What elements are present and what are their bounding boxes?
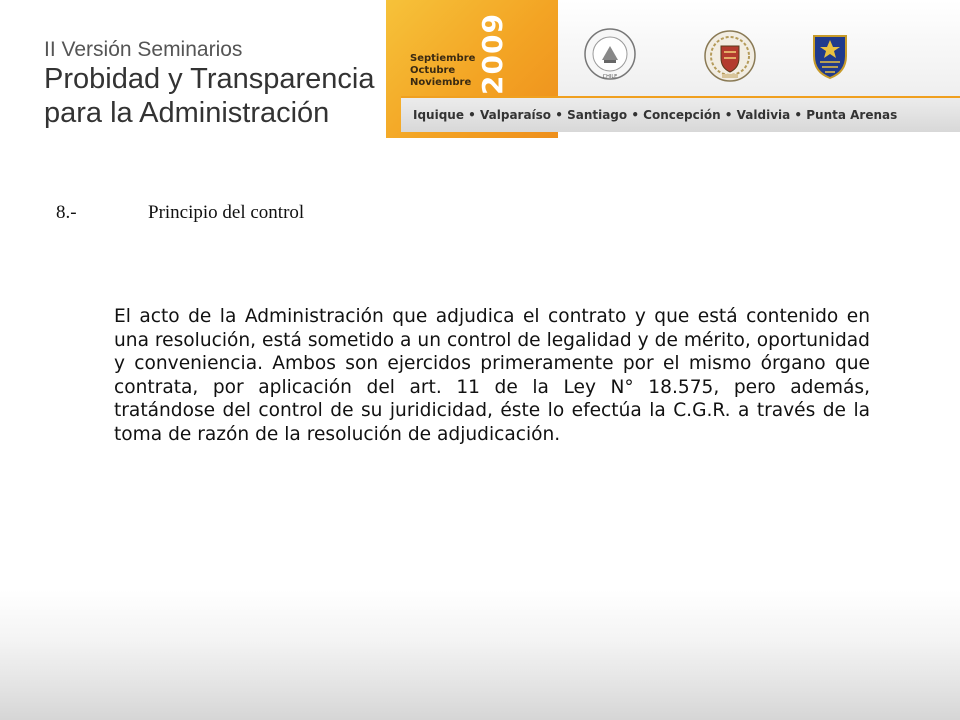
seminar-edition: II Versión Seminarios: [44, 38, 243, 61]
contraloria-seal-icon: [584, 26, 636, 82]
month-1: Septiembre: [410, 53, 476, 64]
university-shield-icon: [810, 32, 850, 80]
year-label: 2009: [475, 13, 509, 95]
seal-caption: CHILE: [602, 74, 618, 80]
seminar-name-line2: para la Administración: [44, 97, 330, 129]
university-crest-icon: [704, 28, 756, 84]
month-2: Octubre: [410, 65, 456, 76]
cities-bar: [401, 96, 960, 132]
seminar-title: [44, 38, 374, 130]
seminar-name-line1: Probidad y Transparencia: [44, 63, 375, 95]
cities-list: Iquique • Valparaíso • Santiago • Concepción • Valdivia • Punta Arenas: [413, 108, 898, 122]
logos-bar: [558, 0, 960, 96]
section-title: Principio del control: [148, 202, 305, 223]
section-heading: [56, 202, 304, 224]
section-number: 8.-: [56, 202, 77, 223]
month-3: Noviembre: [410, 77, 472, 88]
body-paragraph: El acto de la Administración que adjudica el contrato y que está contenido en una resolución, está sometido a un control de legalidad y de mérito, oportunidad y conveniencia. Ambos son ejercidos primeramente por el mismo órgano que contrata, por aplicación del art. 11 de la Ley N° 18.575, pero además, tratándose del control de su juridicidad, éste lo efectúa la C.G.R. a través de la toma de razón de la resolución de adjudicación.: [114, 306, 870, 445]
